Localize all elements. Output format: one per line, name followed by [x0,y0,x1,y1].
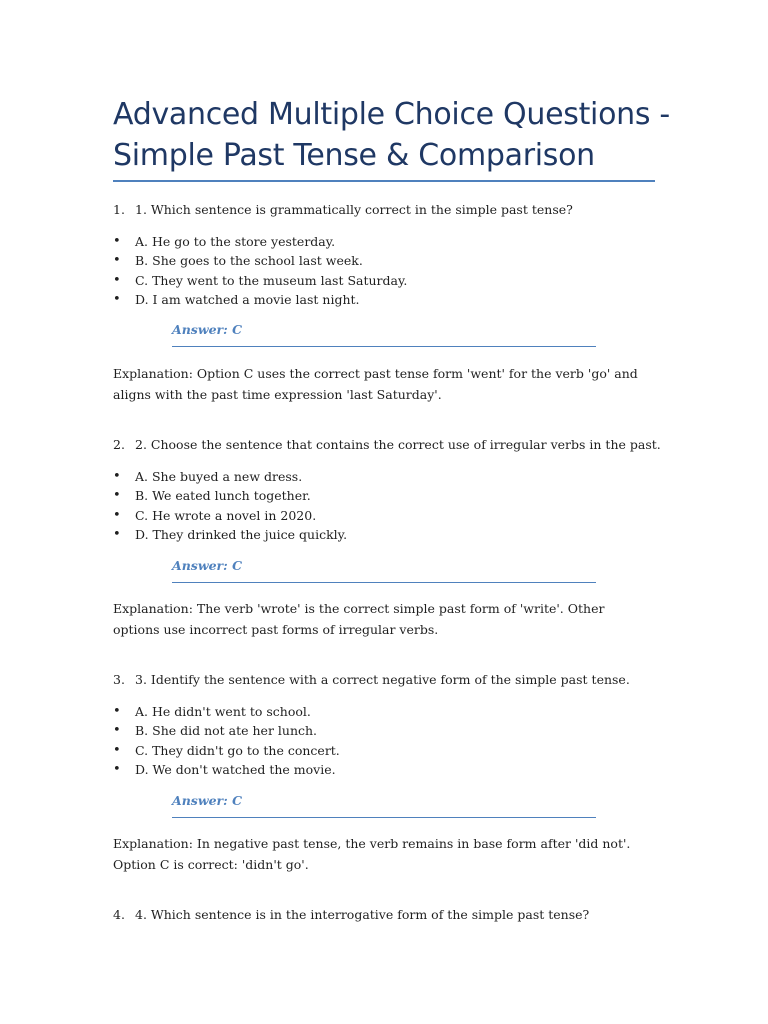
options-list-3 [113,702,340,779]
explanation-2: Explanation: The verb 'wrote' is the correct simple past form of 'write'. Other options use incorrect past forms of irregular verbs. [113,601,605,637]
bullet-icon: • [113,253,121,269]
explanation-1: Explanation: Option C uses the correct past tense form 'went' for the verb 'go' and aligns with the past time expression 'last Saturday'. [113,366,638,402]
option-d: • D. They drinked the juice quickly. [113,525,347,544]
question-text: 3. Identify the sentence with a correct negative form of the simple past tense. [135,672,630,687]
option-b: • B. We eated lunch together. [113,486,347,505]
answer-3: Answer: C [172,793,596,818]
option-a: • A. He go to the store yesterday. [113,232,407,251]
page-title: Advanced Multiple Choice Questions - Simple Past Tense & Comparison [113,97,670,173]
bullet-icon: • [113,761,121,777]
option-c: • C. He wrote a novel in 2020. [113,506,347,525]
question-text: 1. Which sentence is grammatically correct in the simple past tense? [135,202,573,217]
explanation-3: Explanation: In negative past tense, the verb remains in base form after 'did not'. Option C is correct: 'didn't go'. [113,836,631,872]
bullet-icon: • [113,234,121,249]
bullet-icon: • [113,526,121,542]
bullet-icon: • [113,272,121,288]
bullet-icon: • [113,742,121,758]
question-number: 2. [113,437,125,452]
option-b: • B. She did not ate her lunch. [113,721,340,740]
question-number: 3. [113,672,125,687]
bullet-icon: • [113,469,121,484]
question-3 [113,672,630,688]
title-underline [113,180,655,182]
options-list-2 [113,467,347,544]
option-a: • A. He didn't went to school. [113,702,340,721]
question-number: 4. [113,907,125,922]
bullet-icon: • [113,704,121,719]
options-list-1 [113,232,407,309]
question-number: 1. [113,202,125,217]
question-text: 4. Which sentence is in the interrogative form of the simple past tense? [135,907,590,922]
bullet-icon: • [113,488,121,504]
bullet-icon: • [113,723,121,739]
option-a: • A. She buyed a new dress. [113,467,347,486]
option-d: • D. We don't watched the movie. [113,760,340,779]
bullet-icon: • [113,507,121,523]
option-c: • C. They didn't go to the concert. [113,741,340,760]
answer-2: Answer: C [172,558,596,583]
option-c: • C. They went to the museum last Saturday. [113,271,407,290]
question-2 [113,437,661,453]
option-b: • B. She goes to the school last week. [113,251,407,270]
question-4 [113,907,589,923]
question-text: 2. Choose the sentence that contains the correct use of irregular verbs in the past. [135,437,661,452]
bullet-icon: • [113,291,121,307]
option-d: • D. I am watched a movie last night. [113,290,407,309]
question-1 [113,202,573,218]
answer-1: Answer: C [172,322,596,347]
